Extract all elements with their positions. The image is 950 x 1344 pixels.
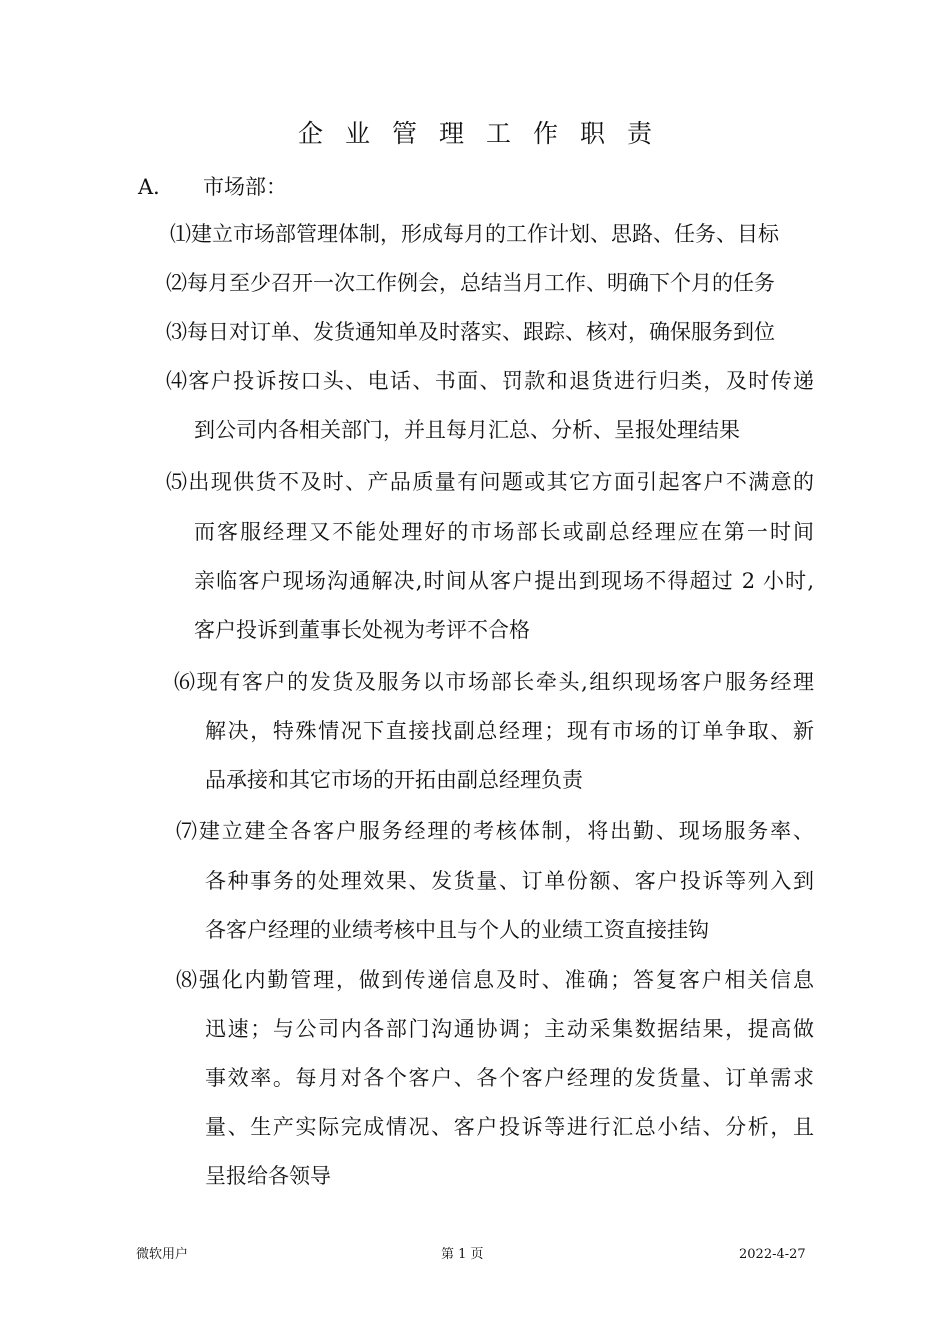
duty-item-8-cont: [205, 1005, 814, 1201]
footer-page-number: 第 1 页: [441, 1247, 484, 1262]
duty-line: 迅速；与公司内各部门沟通协调；主动采集数据结果，提高做: [205, 1017, 814, 1041]
section-letter: A．: [138, 175, 175, 199]
footer-author: 微软用户: [136, 1247, 189, 1262]
duty-item-7-cont: [205, 857, 814, 955]
duty-line: ⑸出现供货不及时、产品质量有问题或其它方面引起客户不满意的: [166, 470, 814, 494]
duty-item-5: [166, 458, 814, 507]
section-heading: 市场部：: [203, 175, 287, 199]
duty-item-2: [166, 259, 814, 308]
duty-item-8: [176, 956, 814, 1005]
duty-item-4-cont: [194, 406, 814, 455]
footer-date: 2022-4-27: [739, 1247, 806, 1262]
duty-line: ⑴建立市场部管理体制，形成每月的工作计划、思路、任务、目标: [170, 222, 779, 246]
duty-line: 客户投诉到董事长处视为考评不合格: [194, 618, 530, 642]
duty-line: ⑻强化内勤管理，做到传递信息及时、准确；答复客户相关信息: [176, 968, 814, 992]
duty-line: 解决，特殊情况下直接找副总经理；现有市场的订单争取、新: [205, 719, 814, 743]
duty-line: ⑷客户投诉按口头、电话、书面、罚款和退货进行归类，及时传递: [166, 369, 814, 393]
duty-line: 各客户经理的业绩考核中且与个人的业绩工资直接挂钩: [205, 918, 709, 942]
duty-line: ⑹现有客户的发货及服务以市场部长牵头,组织现场客户服务经理: [174, 670, 814, 694]
duty-item-6: [174, 658, 814, 707]
duty-line: 亲临客户现场沟通解决,时间从客户提出到现场不得超过 2 小时,: [194, 569, 814, 593]
duty-item-5-cont: [194, 508, 814, 655]
duty-item-7: [176, 807, 814, 856]
duty-line: 而客服经理又不能处理好的市场部长或副总经理应在第一时间: [194, 520, 814, 544]
duty-line: 品承接和其它市场的开拓由副总经理负责: [205, 768, 583, 792]
duty-line: 呈报给各领导: [205, 1164, 331, 1188]
duty-line: ⑶每日对订单、发货通知单及时落实、跟踪、核对，确保服务到位: [166, 320, 775, 344]
duty-item-6-cont: [205, 707, 814, 805]
duty-line: 量、生产实际完成情况、客户投诉等进行汇总小结、分析，且: [205, 1115, 814, 1139]
duty-item-1: [170, 210, 814, 259]
duty-line: 各种事务的处理效果、发货量、订单份额、客户投诉等列入到: [205, 869, 814, 893]
duty-line: ⑵每月至少召开一次工作例会，总结当月工作、明确下个月的任务: [166, 271, 775, 295]
duty-item-4: [166, 357, 814, 406]
duty-line: 事效率。每月对各个客户、各个客户经理的发货量、订单需求: [205, 1066, 814, 1090]
duty-line: 到公司内各相关部门，并且每月汇总、分析、呈报处理结果: [194, 418, 740, 442]
duty-item-3: [166, 308, 814, 357]
document-title: 企业管理工作职责: [297, 119, 674, 148]
duty-line: ⑺建立建全各客户服务经理的考核体制，将出勤、现场服务率、: [176, 819, 814, 843]
